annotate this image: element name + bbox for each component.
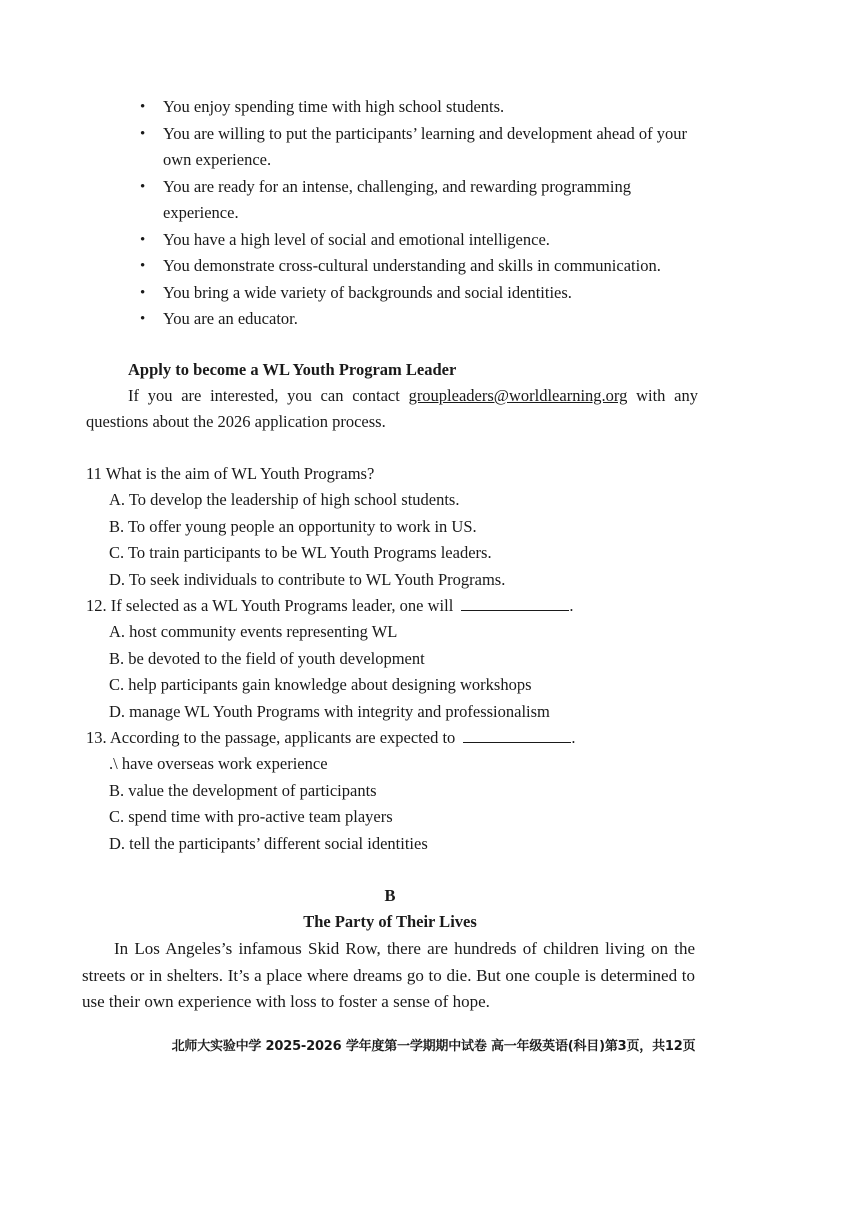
answer-blank bbox=[463, 728, 571, 743]
question-block bbox=[86, 461, 706, 857]
question-11 bbox=[86, 461, 706, 593]
option-d: D. To seek individuals to contribute to WL Youth Programs. bbox=[109, 569, 506, 589]
requirements-list bbox=[138, 94, 708, 333]
option-a: A. To develop the leadership of high school students. bbox=[109, 490, 460, 510]
requirement-item: • You are willing to put the participants’ learning and development ahead of your own experience. bbox=[138, 121, 708, 174]
option-b: B. To offer young people an opportunity to work in US. bbox=[109, 516, 477, 536]
requirement-item: • You are ready for an intense, challenging, and rewarding programming experience. bbox=[138, 174, 708, 227]
option-a: .\ have overseas work experience bbox=[109, 754, 328, 774]
option-d: D. manage WL Youth Programs with integrity and professionalism bbox=[109, 701, 550, 721]
question-stem: 13. According to the passage, applicants are expected to bbox=[86, 728, 456, 748]
contact-email-link[interactable]: groupleaders@worldlearning.org bbox=[408, 386, 628, 405]
question-13 bbox=[86, 725, 706, 857]
question-stem-row: 12. If selected as a WL Youth Programs leader, one will . bbox=[86, 596, 574, 616]
requirement-item: • You enjoy spending time with high school students. bbox=[138, 94, 708, 121]
section-letter: B bbox=[384, 886, 396, 905]
requirement-item: • You have a high level of social and emotional intelligence. bbox=[138, 227, 708, 254]
option-b: B. be devoted to the field of youth development bbox=[109, 648, 425, 668]
passage-title: The Party of Their Lives bbox=[303, 912, 477, 931]
question-stem: 11 What is the aim of WL Youth Programs? bbox=[86, 464, 375, 483]
option-c: C. To train participants to be WL Youth Programs leaders. bbox=[109, 543, 492, 563]
question-12 bbox=[86, 593, 706, 725]
page-footer: 北师大实验中学 2025-2026 学年度第一学期期中试卷 高一年级英语(科目)第3页，共12页 bbox=[171, 1039, 696, 1054]
options-list bbox=[86, 487, 706, 593]
option-b: B. value the development of participants bbox=[109, 780, 377, 800]
option-c: C. help participants gain knowledge about designing workshops bbox=[109, 675, 532, 695]
question-stem: 12. If selected as a WL Youth Programs leader, one will bbox=[86, 596, 454, 616]
apply-paragraph bbox=[86, 383, 698, 435]
requirement-item: • You bring a wide variety of backgrounds and social identities. bbox=[138, 280, 708, 307]
options-list bbox=[86, 751, 706, 857]
requirement-item: • You demonstrate cross-cultural understanding and skills in communication. bbox=[138, 253, 708, 280]
question-stem-row: 13. According to the passage, applicants are expected to . bbox=[86, 728, 576, 748]
passage-paragraph: In Los Angeles’s infamous Skid Row, there are hundreds of children living on the streets or in shelters. It’s a place where dreams go to die. But one couple is determined to use their own experience with loss to foster a sense of hope. bbox=[82, 939, 695, 1011]
option-c: C. spend time with pro-active team players bbox=[109, 807, 393, 827]
options-list bbox=[86, 619, 706, 725]
option-d: D. tell the participants’ different social identities bbox=[109, 833, 428, 853]
apply-heading: Apply to become a WL Youth Program Leader bbox=[128, 360, 457, 379]
apply-text-after: with any questions about the 2026 application process. bbox=[86, 386, 698, 431]
requirement-item: • You are an educator. bbox=[138, 306, 708, 333]
answer-blank bbox=[461, 596, 569, 611]
option-a: A. host community events representing WL bbox=[109, 622, 398, 642]
apply-text-before: If you are interested, you can contact bbox=[128, 386, 409, 405]
